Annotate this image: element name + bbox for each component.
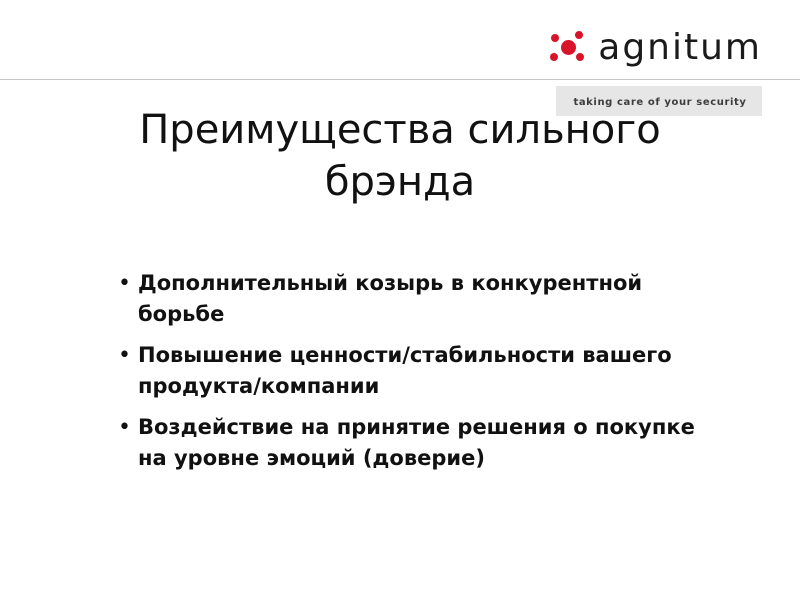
agnitum-dots-logo-icon xyxy=(548,28,588,68)
bullet-marker-icon: • xyxy=(118,271,131,296)
list-item xyxy=(118,412,738,474)
brand-logo xyxy=(548,26,762,70)
logo-dot-center xyxy=(561,40,576,55)
bullet-marker-icon: • xyxy=(118,343,131,368)
brand-tagline: taking care of your security xyxy=(573,97,747,108)
list-item xyxy=(118,340,738,402)
bullet-text: Воздействие на принятие решения о покупке на уровне эмоций (доверие) xyxy=(138,415,695,470)
logo-dot-upper-left xyxy=(551,34,559,42)
logo-dot-lower-left xyxy=(550,53,558,61)
brand-wordmark: agnitum xyxy=(598,27,762,68)
logo-dot-lower-right xyxy=(576,53,584,61)
header-band xyxy=(0,0,800,80)
bullet-list xyxy=(118,268,738,484)
slide-title: Преимущества сильного брэнда xyxy=(139,107,661,205)
bullet-text: Дополнительный козырь в конкурентной борьбе xyxy=(138,271,643,326)
bullet-marker-icon: • xyxy=(118,415,131,440)
logo-dot-upper-right xyxy=(575,31,583,39)
list-item xyxy=(118,268,738,330)
bullet-text: Повышение ценности/стабильности вашего продукта/компании xyxy=(138,343,672,398)
